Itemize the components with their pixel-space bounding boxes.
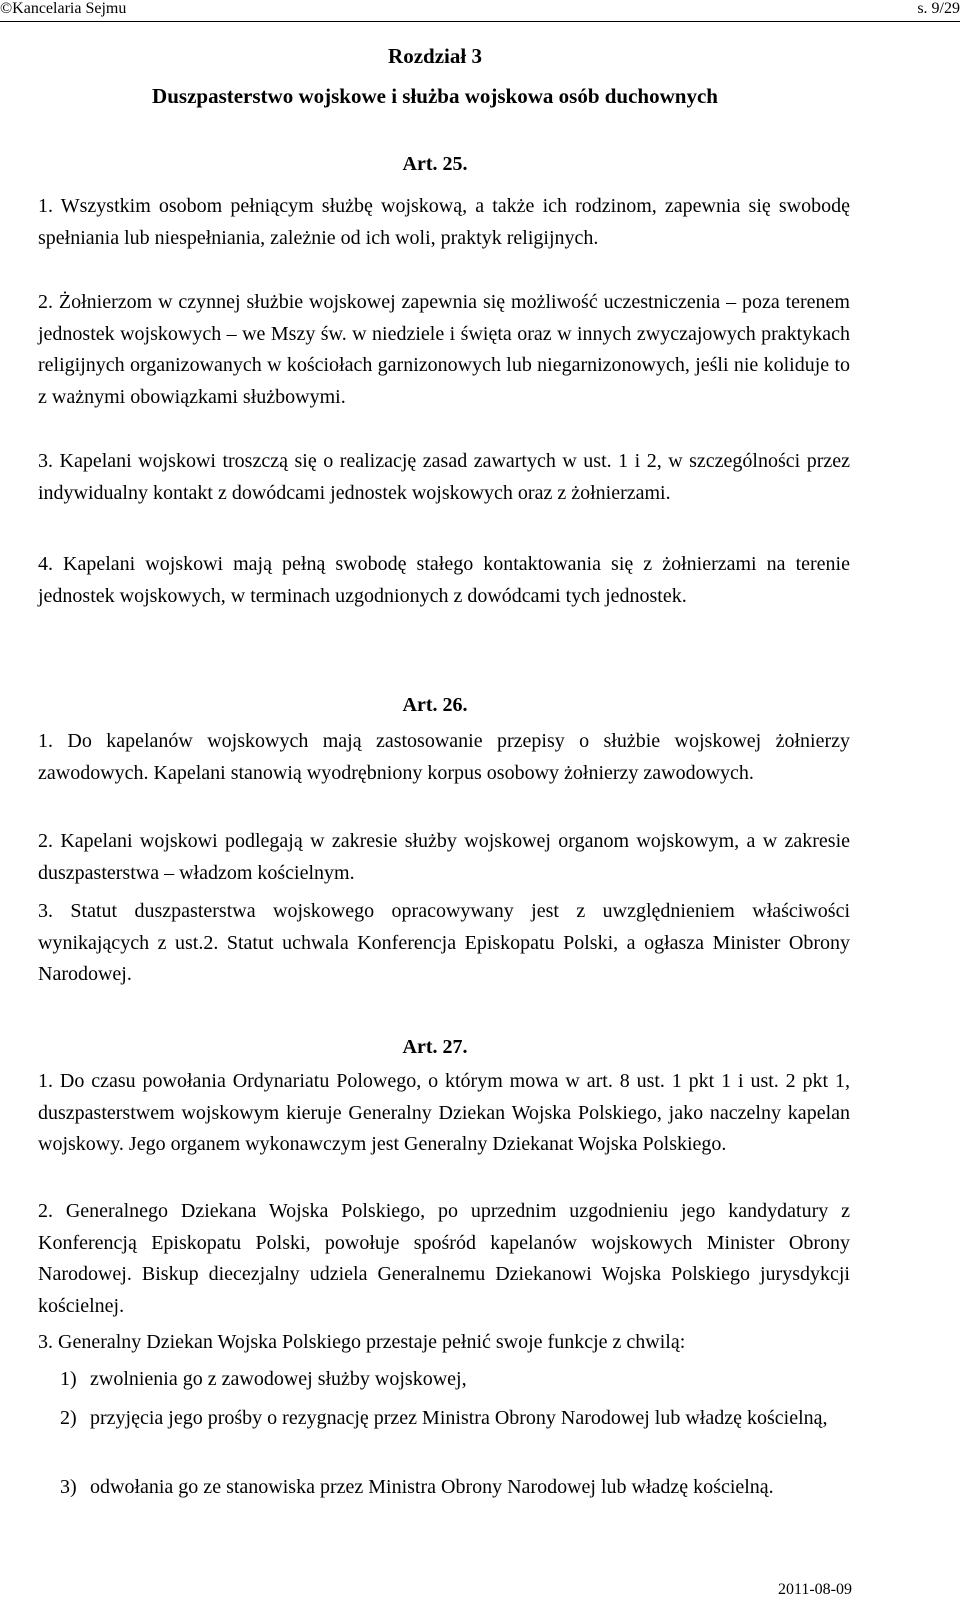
page-number: s. 9/29 (917, 0, 960, 17)
list-item-number: 1) (60, 1368, 77, 1390)
header-divider (0, 21, 960, 22)
art27-paragraph-1: 1. Do czasu powołania Ordynariatu Polowego, o którym mowa w art. 8 ust. 1 pkt 1 i ust. 2 pkt 1, duszpasterstwem wojskowym kieruje Generalny Dziekan Wojska Polskiego, jako naczelny kapelan wojskowy. Jego organem wykonawczym jest Generalny Dziekanat Wojska Polskiego. (38, 1070, 850, 1155)
art25-paragraph-1: 1. Wszystkim osobom pełniącym służbę wojskową, a także ich rodzinom, zapewnia się swobodę spełniania lub niespełniania, zależnie od ich woli, praktyk religijnych. (38, 195, 850, 249)
art25-paragraph-2: 2. Żołnierzom w czynnej służbie wojskowej zapewnia się możliwość uczestniczenia – poza terenem jednostek wojskowych – we Mszy św. w niedziele i święta oraz w innych zwyczajowych praktykach religijnych organizowanych w kościołach garnizonowych lub niegarnizonowych, jeśli nie koliduje to z ważnymi obowiązkami służbowymi. (38, 291, 850, 408)
art25-paragraph-4: 4. Kapelani wojskowi mają pełną swobodę stałego kontaktowania się z żołnierzami na terenie jednostek wojskowych, w terminach uzgodnionych z dowódcami tych jednostek. (38, 553, 850, 607)
art27-paragraph-2: 2. Generalnego Dziekana Wojska Polskiego, po uprzednim uzgodnieniu jego kandydatury z Konferencją Episkopatu Polski, powołuje spośród kapelanów wojskowych Minister Obrony Narodowej. Biskup diecezjalny udziela Generalnemu Dziekanowi Wojska Polskiego jurysdykcji kościelnej. (38, 1200, 850, 1317)
art26-paragraph-1: 1. Do kapelanów wojskowych mają zastosowanie przepisy o służbie wojskowej żołnierzy zawodowych. Kapelani stanowią wyodrębniony korpus osobowy żołnierzy zawodowych. (38, 730, 850, 784)
art26-paragraph-3: 3. Statut duszpasterstwa wojskowego opracowywany jest z uwzględnieniem właściwości wynikających z ust.2. Statut uchwala Konferencja Episkopatu Polski, a ogłasza Minister Obrony Narodowej. (38, 900, 850, 985)
list-item-text: odwołania go ze stanowiska przez Ministra Obrony Narodowej lub władzę kościelną. (90, 1476, 774, 1498)
chapter-number: Rozdział 3 (388, 44, 482, 68)
art27-paragraph-3: 3. Generalny Dziekan Wojska Polskiego przestaje pełnić swoje funkcje z chwilą: (38, 1331, 686, 1353)
article-26-heading: Art. 26. (402, 694, 468, 716)
page-header (0, 0, 960, 20)
chapter-title: Duszpasterstwo wojskowe i służba wojskowa osób duchownych (152, 84, 718, 108)
list-item-text: przyjęcia jego prośby o rezygnację przez Ministra Obrony Narodowej lub władzę kościelną, (90, 1407, 828, 1429)
footer-date: 2011-08-09 (777, 1581, 852, 1598)
art26-paragraph-2: 2. Kapelani wojskowi podlegają w zakresie służby wojskowej organom wojskowym, a w zakresie duszpasterstwa – władzom kościelnym. (38, 830, 850, 884)
list-item-text: zwolnienia go z zawodowej służby wojskowej, (90, 1368, 467, 1390)
list-item-number: 2) (60, 1407, 77, 1429)
art25-paragraph-3: 3. Kapelani wojskowi troszczą się o realizację zasad zawartych w ust. 1 i 2, w szczególności przez indywidualny kontakt z dowódcami jednostek wojskowych oraz z żołnierzami. (38, 450, 850, 504)
article-27-heading: Art. 27. (402, 1036, 468, 1058)
list-item-number: 3) (60, 1476, 77, 1498)
article-25-heading: Art. 25. (402, 153, 468, 175)
publisher-label: ©Kancelaria Sejmu (0, 0, 127, 17)
